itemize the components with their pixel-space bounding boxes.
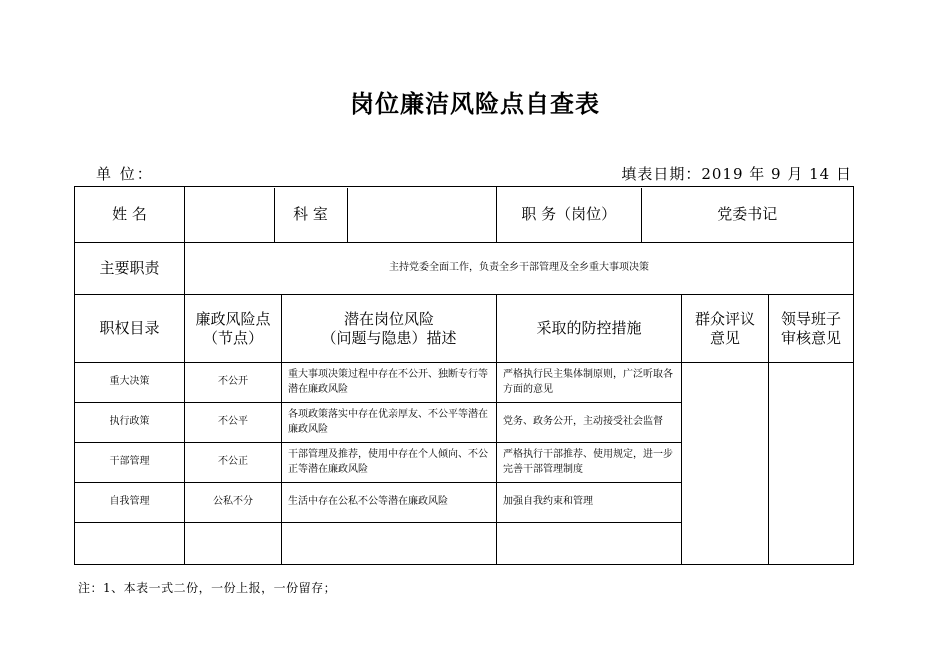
leader-review-cell [769,363,854,565]
position-value: 党委书记 [717,205,778,224]
duties-row [75,243,854,295]
risk-point-header: 廉政风险点 （节点） [185,295,282,363]
authority-cell: 自我管理 [75,483,185,523]
measures-cell: 严格执行干部推荐、使用规定，进一步完善干部管理制度 [497,443,682,483]
risk-desc-cell: 干部管理及推荐，使用中存在个人倾向、不公正等潜在廉政风险 [282,443,497,483]
position-label: 职 务（岗位） [497,188,641,242]
duties-value: 主持党委全面工作，负责全乡干部管理及全乡重大事项决策 [185,243,854,295]
measures-cell: 加强自我约束和管理 [497,483,682,523]
self-check-table [74,186,854,565]
measures-cell: 党务、政务公开，主动接受社会监督 [497,403,682,443]
authority-cell: 干部管理 [75,443,185,483]
public-opinion-header: 群众评议 意见 [682,295,769,363]
authority-cell: 执行政策 [75,403,185,443]
name-label: 姓 名 [75,187,185,243]
authority-header: 职权目录 [75,295,185,363]
risk-point-cell: 公私不分 [185,483,282,523]
measures-header: 采取的防控措施 [497,295,682,363]
footer-note: 注：1、本表一式二份，一份上报，一份留存； [78,581,337,595]
risk-point-cell: 不公正 [185,443,282,483]
dept-value [347,188,496,242]
table-row [75,363,854,403]
measures-cell: 严格执行民主集体制原则，广泛听取各方面的意见 [497,363,682,403]
name-value [185,188,274,242]
risk-point-cell: 不公平 [185,403,282,443]
header-row [75,295,854,363]
risk-desc-cell: 生活中存在公私不公等潜在廉政风险 [282,483,497,523]
public-opinion-cell [682,363,769,565]
dept-label: 科 室 [274,188,347,242]
unit-label: 单 位： [96,165,154,183]
authority-cell: 重大决策 [75,363,185,403]
leader-review-header: 领导班子 审核意见 [769,295,854,363]
risk-desc-cell: 重大事项决策过程中存在不公开、独断专行等潜在廉政风险 [282,363,497,403]
info-row [75,187,854,243]
fill-date: 填表日期：2019 年 9 月 14 日 [621,165,852,183]
duties-label: 主要职责 [75,243,185,295]
risk-point-cell: 不公开 [185,363,282,403]
page-title: 岗位廉洁风险点自查表 [350,90,600,118]
risk-desc-cell: 各项政策落实中存在优亲厚友、不公平等潜在廉政风险 [282,403,497,443]
risk-desc-header: 潜在岗位风险 （问题与隐患）描述 [282,295,497,363]
